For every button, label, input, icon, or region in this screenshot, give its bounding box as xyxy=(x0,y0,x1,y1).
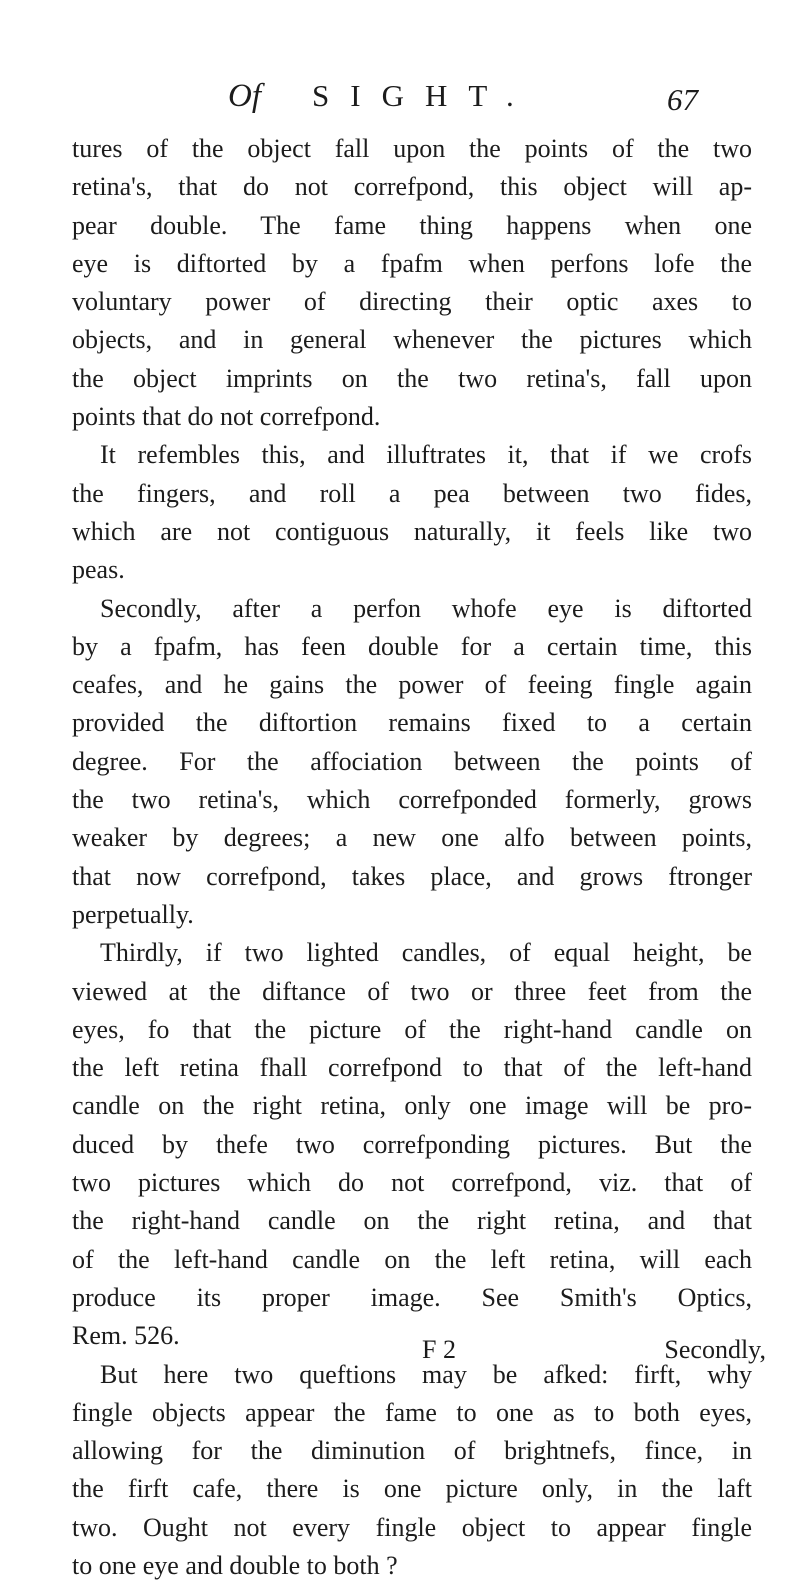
text-line: of the left-hand candle on the left retina, will each xyxy=(72,1244,752,1274)
text-line: It refembles this, and illuftrates it, that if we crofs xyxy=(100,440,752,470)
text-line: the fingers, and roll a pea between two fides, xyxy=(72,478,752,508)
text-line: the object imprints on the two retina's, fall upon xyxy=(72,363,752,393)
text-line: that now correfpond, takes place, and grows ftronger xyxy=(72,861,752,891)
text-line: points that do not correfpond. xyxy=(72,402,381,432)
text-line: duced by thefe two correfponding pictures. But the xyxy=(72,1129,752,1159)
text-line: pear double. The fame thing happens when one xyxy=(72,210,752,240)
signature-mark: F 2 xyxy=(422,1335,456,1364)
text-line: the two retina's, which correfponded formerly, grows xyxy=(72,785,752,815)
text-line: peas. xyxy=(72,555,125,585)
text-line: two. Ought not every fingle object to appear fingle xyxy=(72,1512,752,1542)
text-line: objects, and in general whenever the pictures which xyxy=(72,325,752,355)
text-line: Thirdly, if two lighted candles, of equal height, be xyxy=(100,938,752,968)
text-line: eye is diftorted by a fpafm when perfons lofe the xyxy=(72,248,752,278)
text-line: allowing for the diminution of brightnefs, fince, in xyxy=(72,1436,752,1466)
body-text xyxy=(72,130,752,1585)
page-number: 67 xyxy=(667,82,698,117)
text-line: degree. For the affociation between the points of xyxy=(72,746,752,776)
text-line: the right-hand candle on the right retina, and that xyxy=(72,1206,752,1236)
header-of: Of xyxy=(228,78,261,114)
running-title: SIGHT. xyxy=(312,78,535,113)
text-line: viewed at the diftance of two or three feet from the xyxy=(72,976,752,1006)
text-line: Secondly, after a perfon whofe eye is diftorted xyxy=(100,593,752,623)
text-line: Rem. 526. xyxy=(72,1321,180,1351)
text-line: fingle objects appear the fame to one as to both eyes, xyxy=(72,1397,752,1427)
catchword: Secondly, xyxy=(664,1335,766,1364)
text-line: the firft cafe, there is one picture only, in the laft xyxy=(72,1474,752,1504)
page-header xyxy=(228,78,698,122)
text-line: the left retina fhall correfpond to that of the left-hand xyxy=(72,1053,752,1083)
text-line: ceafes, and he gains the power of feeing fingle again xyxy=(72,670,752,700)
text-line: voluntary power of directing their optic axes to xyxy=(72,287,752,317)
text-line: candle on the right retina, only one image will be pro- xyxy=(72,1091,752,1121)
text-line: provided the diftortion remains fixed to a certain xyxy=(72,708,752,738)
text-line: perpetually. xyxy=(72,899,194,929)
text-line: retina's, that do not correfpond, this object will ap- xyxy=(72,172,752,202)
text-line: two pictures which do not correfpond, viz. that of xyxy=(72,1168,752,1198)
text-line: by a fpafm, has feen double for a certain time, this xyxy=(72,631,752,661)
text-line: which are not contiguous naturally, it feels like two xyxy=(72,516,752,546)
text-line: to one eye and double to both ? xyxy=(72,1550,398,1580)
text-line: tures of the object fall upon the points of the two xyxy=(72,134,752,163)
text-line: But here two queftions may be afked: firft, why xyxy=(100,1359,752,1389)
text-line: produce its proper image. See Smith's Optics, xyxy=(72,1282,752,1312)
text-line: weaker by degrees; a new one alfo between points, xyxy=(72,823,752,853)
text-line: eyes, fo that the picture of the right-hand candle on xyxy=(72,1014,752,1044)
